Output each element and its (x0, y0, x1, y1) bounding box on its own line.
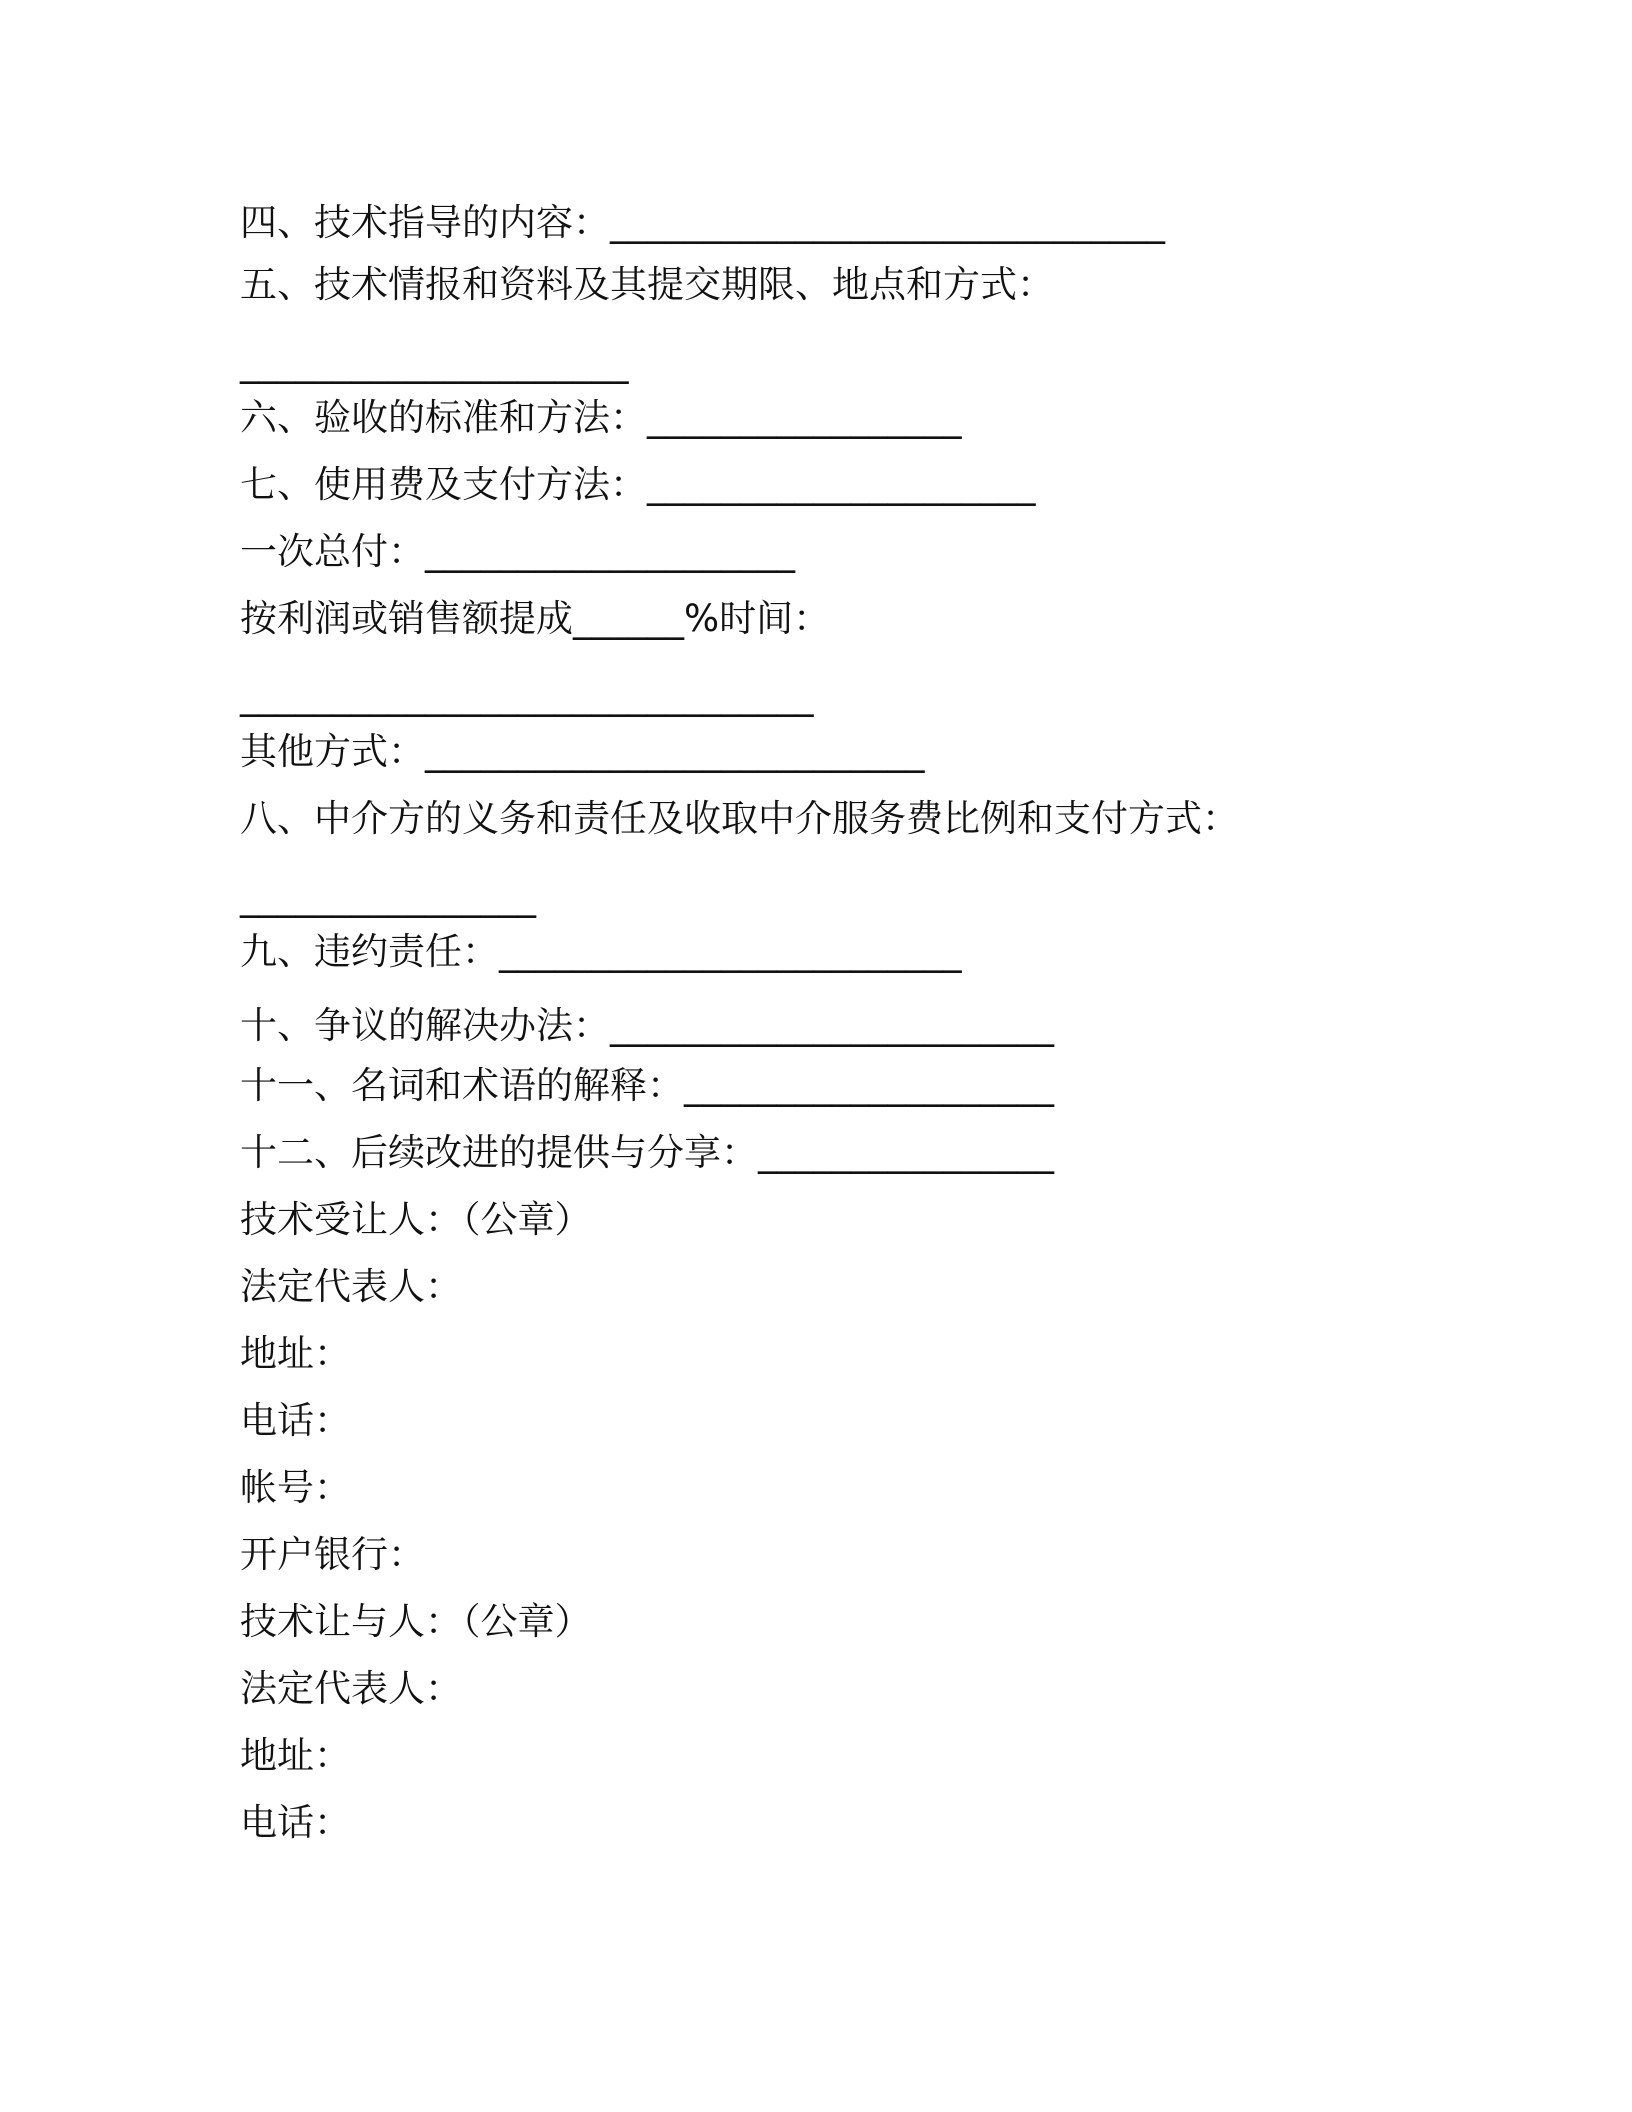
transferee-address: 地址： (240, 1332, 351, 1375)
clause-8-blank: ________________ (240, 875, 536, 918)
clause-5-blank: _____________________ (240, 341, 629, 384)
profit-percentage: 按利润或销售额提成______%时间： (240, 597, 831, 640)
clause-9-liability: 九、违约责任：_________________________ (240, 930, 962, 973)
transferor-address: 地址： (240, 1734, 351, 1777)
transferee-account: 帐号： (240, 1466, 351, 1509)
clause-6-acceptance: 六、验收的标准和方法：_________________ (240, 396, 962, 439)
clause-10-dispute: 十、争议的解决办法：________________________ (240, 1004, 1054, 1047)
profit-percentage-blank: _______________________________ (240, 674, 814, 717)
clause-11-terms: 十一、名词和术语的解释：____________________ (240, 1064, 1054, 1107)
transferee-bank: 开户银行： (240, 1533, 425, 1576)
transferor-phone: 电话： (240, 1801, 351, 1844)
lump-sum-payment: 一次总付：____________________ (240, 530, 795, 573)
transferee-phone: 电话： (240, 1399, 351, 1442)
transferor-seal: 技术让与人：（公章） (240, 1600, 592, 1643)
clause-5-technical-information: 五、技术情报和资料及其提交期限、地点和方式： (240, 263, 1054, 306)
other-payment-method: 其他方式：___________________________ (240, 730, 925, 773)
clause-7-usage-fee: 七、使用费及支付方法：_____________________ (240, 463, 1036, 506)
transferee-legal-rep: 法定代表人： (240, 1265, 462, 1308)
clause-8-intermediary: 八、中介方的义务和责任及收取中介服务费比例和支付方式： (240, 797, 1239, 840)
transferee-seal: 技术受让人：（公章） (240, 1198, 592, 1241)
transferor-legal-rep: 法定代表人： (240, 1667, 462, 1710)
clause-12-improvements: 十二、后续改进的提供与分享：________________ (240, 1131, 1054, 1174)
clause-4-technical-guidance: 四、技术指导的内容：______________________________ (240, 201, 1165, 244)
